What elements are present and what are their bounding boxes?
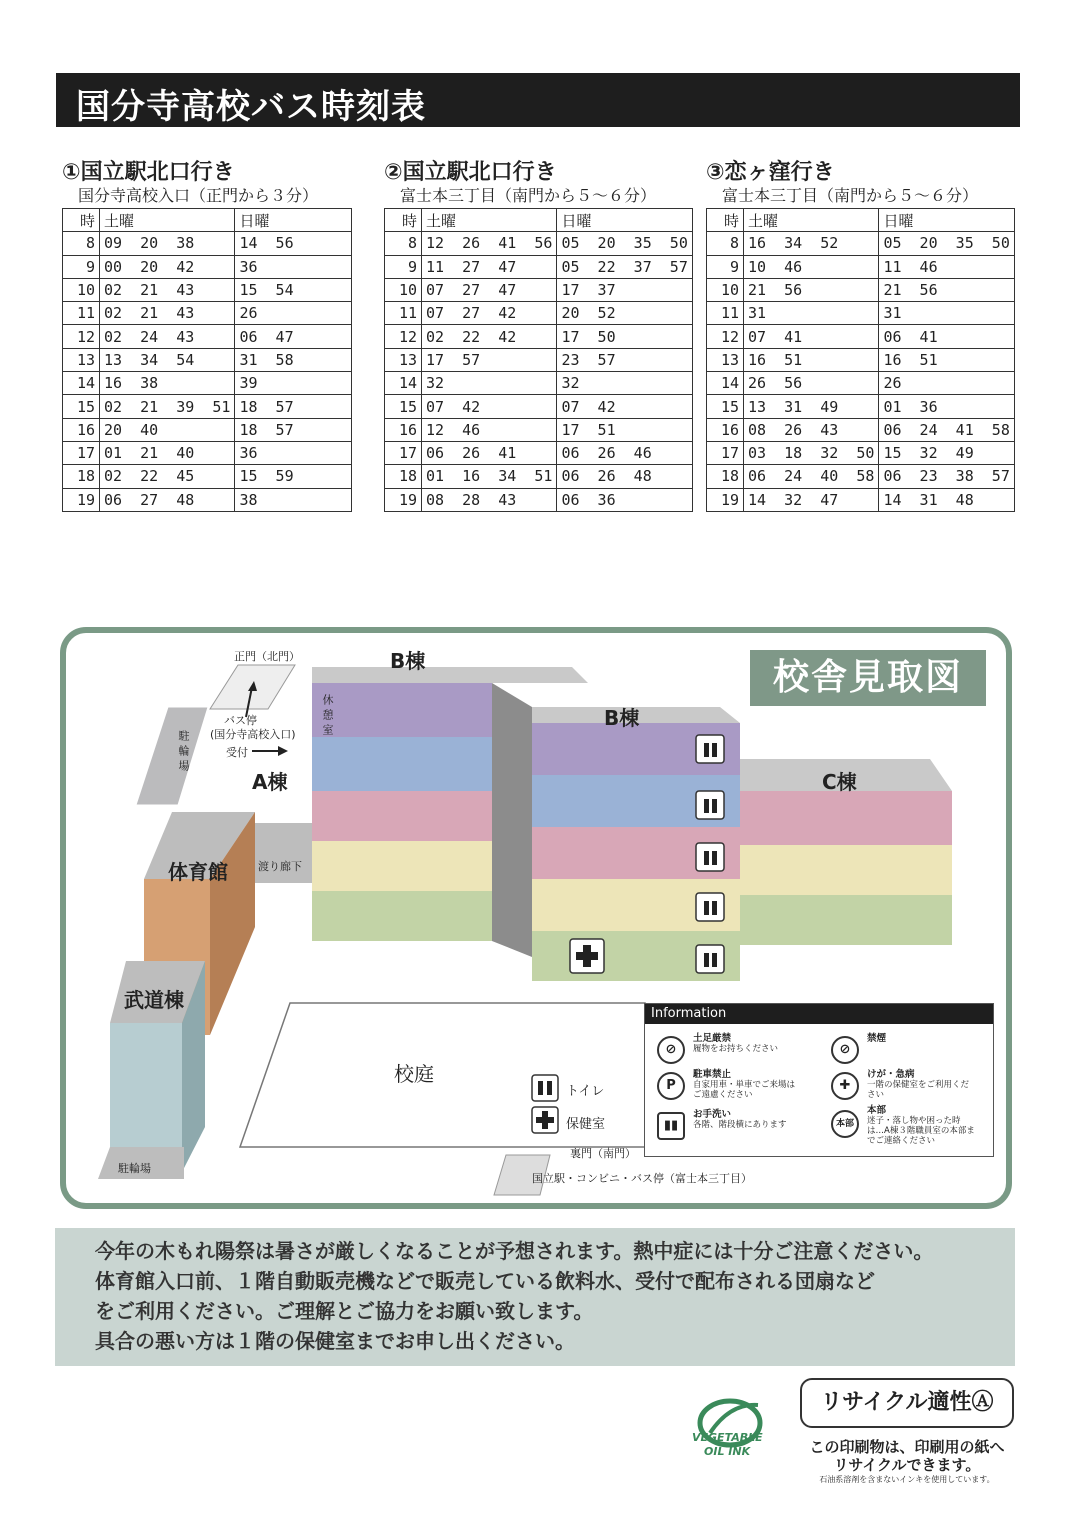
timetable-3 bbox=[706, 160, 1015, 512]
saturday-times: 12 46 bbox=[422, 418, 557, 441]
saturday-times: 14 32 47 bbox=[744, 488, 879, 511]
first-aid-icon: ✚ bbox=[831, 1072, 859, 1100]
hour-cell: 17 bbox=[385, 441, 422, 464]
hour-cell: 12 bbox=[63, 325, 100, 348]
hour-cell: 19 bbox=[385, 488, 422, 511]
sunday-times: 39 bbox=[235, 372, 352, 395]
sunday-times: 31 58 bbox=[235, 348, 352, 371]
building-b-label: B棟 bbox=[390, 649, 426, 673]
table-row bbox=[707, 465, 1015, 488]
hour-cell: 13 bbox=[63, 348, 100, 371]
table-row bbox=[385, 488, 693, 511]
saturday-times: 02 21 43 bbox=[100, 302, 235, 325]
bike-parking-bottom-label: 駐輪場 bbox=[118, 1162, 151, 1175]
table-row bbox=[385, 418, 693, 441]
timetable-1 bbox=[62, 160, 352, 512]
table-row bbox=[707, 395, 1015, 418]
saturday-times: 02 22 45 bbox=[100, 465, 235, 488]
saturday-times: 06 24 40 58 bbox=[744, 465, 879, 488]
table-row bbox=[63, 418, 352, 441]
saturday-times: 17 57 bbox=[422, 348, 557, 371]
bus-stop-sublabel: (国分寺高校入口) bbox=[210, 728, 296, 741]
sunday-times: 16 51 bbox=[879, 348, 1014, 371]
hour-cell: 15 bbox=[385, 395, 422, 418]
page-title: 国分寺高校バス時刻表 bbox=[76, 87, 426, 127]
saturday-times: 12 26 41 56 bbox=[422, 232, 557, 255]
table-row bbox=[63, 441, 352, 464]
hour-cell: 11 bbox=[707, 302, 744, 325]
back-gate-destination: 国立駅・コンビニ・バス停（富士本三丁目） bbox=[532, 1172, 752, 1185]
hour-cell: 13 bbox=[707, 348, 744, 371]
building-a-label: A棟 bbox=[252, 770, 288, 794]
table-row bbox=[707, 255, 1015, 278]
hour-cell: 10 bbox=[63, 278, 100, 301]
hour-cell: 12 bbox=[385, 325, 422, 348]
table-row bbox=[707, 488, 1015, 511]
recycle-label: リサイクル適性Ⓐ bbox=[800, 1378, 1014, 1428]
saturday-header: 土曜 bbox=[422, 209, 557, 232]
hour-cell: 10 bbox=[385, 278, 422, 301]
saturday-times: 26 56 bbox=[744, 372, 879, 395]
saturday-times: 16 34 52 bbox=[744, 232, 879, 255]
sunday-times: 15 59 bbox=[235, 465, 352, 488]
hour-cell: 8 bbox=[707, 232, 744, 255]
table-row bbox=[707, 418, 1015, 441]
sunday-times: 18 57 bbox=[235, 418, 352, 441]
hour-cell: 16 bbox=[707, 418, 744, 441]
information-panel bbox=[644, 1003, 994, 1157]
hour-cell: 14 bbox=[385, 372, 422, 395]
saturday-times: 10 46 bbox=[744, 255, 879, 278]
saturday-times: 02 21 39 51 bbox=[100, 395, 235, 418]
sunday-times: 15 54 bbox=[235, 278, 352, 301]
hour-cell: 18 bbox=[385, 465, 422, 488]
sunday-times: 36 bbox=[235, 255, 352, 278]
ink-note: 石油系溶剤を含まないインキを使用しています。 bbox=[819, 1475, 995, 1484]
sunday-times: 05 22 37 57 bbox=[557, 255, 692, 278]
building-b2-label: B棟 bbox=[604, 706, 640, 730]
table-row bbox=[385, 278, 693, 301]
table-row bbox=[385, 348, 693, 371]
lounge-label: 休憩室 bbox=[321, 694, 334, 739]
sunday-times: 23 57 bbox=[557, 348, 692, 371]
saturday-times: 08 26 43 bbox=[744, 418, 879, 441]
saturday-times: 20 40 bbox=[100, 418, 235, 441]
dojo-label: 武道棟 bbox=[124, 988, 184, 1012]
table-row bbox=[385, 441, 693, 464]
saturday-times: 02 21 43 bbox=[100, 278, 235, 301]
saturday-times: 31 bbox=[744, 302, 879, 325]
sunday-header: 日曜 bbox=[235, 209, 352, 232]
sunday-header: 日曜 bbox=[557, 209, 692, 232]
saturday-header: 土曜 bbox=[744, 209, 879, 232]
bus-stop-label: バス停 bbox=[224, 714, 257, 727]
table-row bbox=[385, 255, 693, 278]
info-item: けが・急病 一階の保健室をご利用ください bbox=[867, 1069, 970, 1100]
sunday-times: 17 51 bbox=[557, 418, 692, 441]
sunday-times: 21 56 bbox=[879, 278, 1014, 301]
sunday-times: 05 20 35 50 bbox=[879, 232, 1014, 255]
hour-cell: 8 bbox=[63, 232, 100, 255]
sunday-times: 20 52 bbox=[557, 302, 692, 325]
table-row bbox=[707, 325, 1015, 348]
table-row bbox=[385, 465, 693, 488]
notice-line: 具合の悪い方は１階の保健室までお申し出ください。 bbox=[95, 1329, 575, 1353]
table-row bbox=[707, 372, 1015, 395]
information-header: Information bbox=[645, 1004, 993, 1024]
hour-header: 時 bbox=[707, 209, 744, 232]
hour-cell: 8 bbox=[385, 232, 422, 255]
notice-box bbox=[55, 1228, 1015, 1366]
saturday-times: 09 20 38 bbox=[100, 232, 235, 255]
hour-cell: 17 bbox=[707, 441, 744, 464]
table-row bbox=[707, 232, 1015, 255]
table-row bbox=[707, 348, 1015, 371]
hour-cell: 16 bbox=[63, 418, 100, 441]
table-row bbox=[63, 255, 352, 278]
hour-cell: 14 bbox=[707, 372, 744, 395]
sunday-times: 06 41 bbox=[879, 325, 1014, 348]
table-row bbox=[63, 278, 352, 301]
saturday-header: 土曜 bbox=[100, 209, 235, 232]
table-row bbox=[385, 395, 693, 418]
saturday-times: 02 22 42 bbox=[422, 325, 557, 348]
saturday-times: 02 24 43 bbox=[100, 325, 235, 348]
hour-cell: 14 bbox=[63, 372, 100, 395]
table-row bbox=[63, 302, 352, 325]
sunday-times: 06 26 46 bbox=[557, 441, 692, 464]
hour-cell: 15 bbox=[707, 395, 744, 418]
sunday-times: 01 36 bbox=[879, 395, 1014, 418]
table-row bbox=[63, 232, 352, 255]
sunday-times: 14 56 bbox=[235, 232, 352, 255]
page-header bbox=[56, 73, 1020, 127]
timetable-table bbox=[384, 208, 693, 512]
info-item: 土足厳禁 履物をお持ちください bbox=[693, 1033, 779, 1054]
sunday-times: 06 24 41 58 bbox=[879, 418, 1014, 441]
vegetable-oil-ink-logo bbox=[690, 1393, 780, 1463]
saturday-times: 21 56 bbox=[744, 278, 879, 301]
hour-cell: 18 bbox=[63, 465, 100, 488]
table-header-row bbox=[707, 209, 1015, 232]
table-row bbox=[707, 441, 1015, 464]
table-row bbox=[63, 395, 352, 418]
route-title: ②国立駅北口行き bbox=[384, 160, 557, 185]
table-row bbox=[63, 488, 352, 511]
sunday-times: 18 57 bbox=[235, 395, 352, 418]
sunday-times: 38 bbox=[235, 488, 352, 511]
gym-label: 体育館 bbox=[168, 860, 228, 884]
hour-cell: 12 bbox=[707, 325, 744, 348]
reception-label: 受付 bbox=[226, 746, 248, 759]
saturday-times: 07 41 bbox=[744, 325, 879, 348]
info-item: 禁煙 bbox=[867, 1033, 887, 1044]
table-row bbox=[63, 372, 352, 395]
toilet-icon: ▮▮ bbox=[657, 1112, 685, 1140]
table-row bbox=[63, 325, 352, 348]
route-title: ①国立駅北口行き bbox=[62, 160, 235, 185]
hour-cell: 9 bbox=[707, 255, 744, 278]
hour-header: 時 bbox=[385, 209, 422, 232]
timetable-table bbox=[62, 208, 352, 512]
sunday-times: 06 47 bbox=[235, 325, 352, 348]
hour-cell: 19 bbox=[707, 488, 744, 511]
sunday-times: 26 bbox=[879, 372, 1014, 395]
route-title: ③恋ヶ窪行き bbox=[706, 160, 835, 185]
sunday-times: 14 31 48 bbox=[879, 488, 1014, 511]
timetable-table bbox=[706, 208, 1015, 512]
bike-parking-label: 駐輪場 bbox=[177, 730, 190, 775]
hour-cell: 17 bbox=[63, 441, 100, 464]
saturday-times: 07 27 42 bbox=[422, 302, 557, 325]
recycle-text: リサイクルできます。 bbox=[833, 1456, 981, 1474]
saturday-times: 01 21 40 bbox=[100, 441, 235, 464]
sunday-times: 05 20 35 50 bbox=[557, 232, 692, 255]
table-header-row bbox=[63, 209, 352, 232]
saturday-times: 13 31 49 bbox=[744, 395, 879, 418]
saturday-times: 06 27 48 bbox=[100, 488, 235, 511]
saturday-times: 13 34 54 bbox=[100, 348, 235, 371]
sunday-times: 17 50 bbox=[557, 325, 692, 348]
notice-line: をご利用ください。ご理解とご協力をお願い致します。 bbox=[95, 1299, 594, 1323]
saturday-times: 08 28 43 bbox=[422, 488, 557, 511]
back-gate-label: 裏門（南門） bbox=[570, 1147, 636, 1160]
recycle-text: この印刷物は、印刷用の紙へ bbox=[809, 1438, 1005, 1456]
no-shoes-icon: ⊘ bbox=[657, 1036, 685, 1064]
route-subtitle: 国分寺高校入口（正門から３分） bbox=[78, 186, 319, 205]
legend-health-room: 保健室 bbox=[566, 1117, 606, 1132]
sunday-times: 32 bbox=[557, 372, 692, 395]
sunday-times: 36 bbox=[235, 441, 352, 464]
building-c-label: C棟 bbox=[822, 770, 857, 794]
table-row bbox=[385, 302, 693, 325]
hour-cell: 11 bbox=[63, 302, 100, 325]
front-gate-label: 正門（北門） bbox=[234, 650, 300, 663]
hour-cell: 11 bbox=[385, 302, 422, 325]
saturday-times: 16 38 bbox=[100, 372, 235, 395]
no-parking-icon: P bbox=[657, 1072, 685, 1100]
hour-cell: 13 bbox=[385, 348, 422, 371]
hour-cell: 15 bbox=[63, 395, 100, 418]
saturday-times: 07 27 47 bbox=[422, 278, 557, 301]
sunday-times: 17 37 bbox=[557, 278, 692, 301]
svg-text:VEGETABLE: VEGETABLE bbox=[692, 1431, 763, 1444]
hour-cell: 18 bbox=[707, 465, 744, 488]
notice-line: 体育館入口前、１階自動販売機などで販売している飲料水、受付で配布される団扇など bbox=[95, 1269, 875, 1293]
table-row bbox=[707, 302, 1015, 325]
table-row bbox=[63, 348, 352, 371]
sunday-header: 日曜 bbox=[879, 209, 1014, 232]
route-subtitle: 富士本三丁目（南門から５～６分） bbox=[722, 186, 979, 205]
sunday-times: 06 26 48 bbox=[557, 465, 692, 488]
table-row bbox=[385, 372, 693, 395]
saturday-times: 03 18 32 50 bbox=[744, 441, 879, 464]
sunday-times: 06 36 bbox=[557, 488, 692, 511]
saturday-times: 07 42 bbox=[422, 395, 557, 418]
timetable-2 bbox=[384, 160, 693, 512]
sunday-times: 26 bbox=[235, 302, 352, 325]
map-title: 校舎見取図 bbox=[750, 650, 986, 706]
route-subtitle: 富士本三丁目（南門から５～６分） bbox=[400, 186, 657, 205]
sunday-times: 15 32 49 bbox=[879, 441, 1014, 464]
table-row bbox=[707, 278, 1015, 301]
hour-cell: 16 bbox=[385, 418, 422, 441]
hour-cell: 9 bbox=[63, 255, 100, 278]
sunday-times: 31 bbox=[879, 302, 1014, 325]
info-item: 駐車禁止 自家用車・単車でご来場はご遠慮ください bbox=[693, 1069, 796, 1100]
table-row bbox=[385, 232, 693, 255]
hour-header: 時 bbox=[63, 209, 100, 232]
corridor-label: 渡り廊下 bbox=[258, 860, 302, 873]
headquarters-icon: 本部 bbox=[831, 1110, 859, 1138]
courtyard-label: 校庭 bbox=[394, 1062, 434, 1086]
saturday-times: 06 26 41 bbox=[422, 441, 557, 464]
info-item: 本部 迷子・落し物や困った時は…A棟３階職員室の本部までご連絡ください bbox=[867, 1105, 975, 1146]
saturday-times: 11 27 47 bbox=[422, 255, 557, 278]
info-item: お手洗い 各階、階段横にあります bbox=[693, 1109, 787, 1130]
sunday-times: 06 23 38 57 bbox=[879, 465, 1014, 488]
table-header-row bbox=[385, 209, 693, 232]
hour-cell: 19 bbox=[63, 488, 100, 511]
legend-toilet: トイレ bbox=[566, 1084, 605, 1099]
saturday-times: 32 bbox=[422, 372, 557, 395]
no-smoking-icon: ⊘ bbox=[831, 1036, 859, 1064]
table-row bbox=[385, 325, 693, 348]
svg-text:OIL INK: OIL INK bbox=[704, 1445, 751, 1458]
notice-line: 今年の木もれ陽祭は暑さが厳しくなることが予想されます。熱中症には十分ご注意ください。 bbox=[95, 1239, 934, 1263]
hour-cell: 10 bbox=[707, 278, 744, 301]
sunday-times: 11 46 bbox=[879, 255, 1014, 278]
saturday-times: 00 20 42 bbox=[100, 255, 235, 278]
saturday-times: 01 16 34 51 bbox=[422, 465, 557, 488]
saturday-times: 16 51 bbox=[744, 348, 879, 371]
sunday-times: 07 42 bbox=[557, 395, 692, 418]
hour-cell: 9 bbox=[385, 255, 422, 278]
table-row bbox=[63, 465, 352, 488]
